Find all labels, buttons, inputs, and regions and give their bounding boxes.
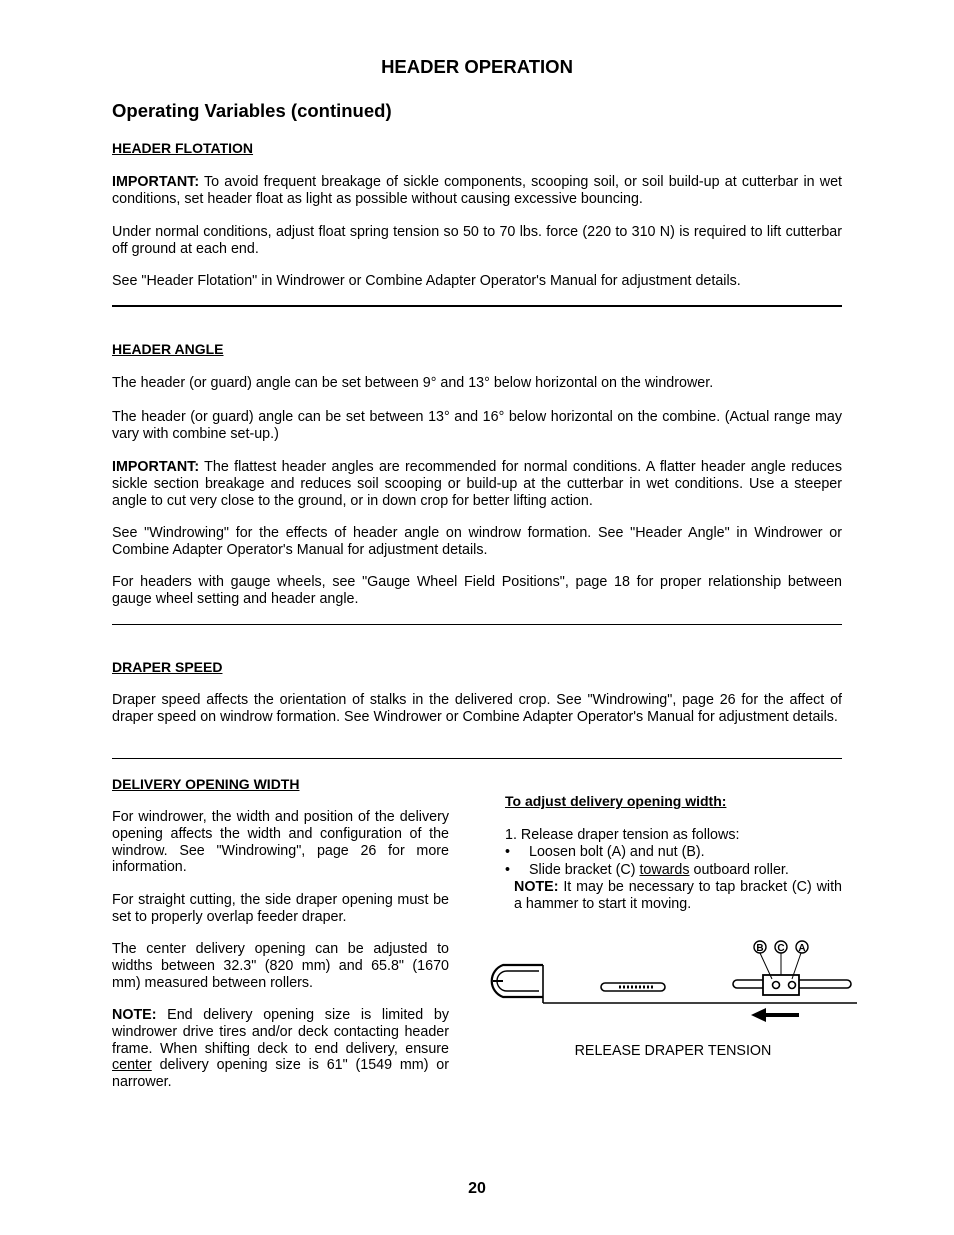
flotation-tension-paragraph: Under normal conditions, adjust float spring tension so 50 to 70 lbs. force (220 to 310 N) is required to lift cutterbar off ground at each end.: [112, 224, 842, 257]
angle-gauge-wheel-paragraph: For headers with gauge wheels, see "Gauge Wheel Field Positions", page 18 for proper relationship between gauge wheel setting and header angle.: [112, 574, 842, 607]
note-text: It may be necessary to tap bracket (C) with a hammer to start it moving.: [514, 879, 842, 912]
angle-important-text: The flattest header angles are recommended for normal conditions. A flatter header angle reduces sickle section breakage and reduces soil scooping or build-up at the cutterbar in wet conditions. Use a steeper angle to cut very close to the ground, or in down crop for better lifting action.: [112, 459, 842, 509]
delivery-windrower-paragraph: For windrower, the width and position of the delivery opening affects the width and configuration of the windrow. See "Windrowing", page 26 for more information.: [112, 809, 449, 876]
bullet: •: [505, 862, 511, 878]
delivery-heading: DELIVERY OPENING WIDTH: [112, 776, 300, 792]
delivery-center-paragraph: The center delivery opening can be adjusted to widths between 32.3" (820 mm) and 65.8" (1670 mm) measured between rollers.: [112, 941, 449, 991]
draper-tension-illustration: [483, 935, 863, 1035]
draper-speed-paragraph: Draper speed affects the orientation of stalks in the delivered crop. See "Windrowing", page 26 for the affect of draper speed on windrow formation. See Windrower or Combine Adapter Operator's Manual for adjustment details.: [112, 692, 842, 725]
angle-combine-paragraph: The header (or guard) angle can be set between 13° and 16° below horizontal on the combine. (Actual range may vary with combine set-up.): [112, 409, 842, 442]
bullet-text: Slide bracket (C): [529, 862, 640, 878]
page-number: 20: [468, 1180, 486, 1197]
angle-windrower-paragraph: The header (or guard) angle can be set between 9° and 13° below horizontal on the windrower.: [112, 375, 714, 391]
figure-caption: RELEASE DRAPER TENSION: [574, 1043, 772, 1059]
flotation-important-text: To avoid frequent breakage of sickle components, scooping soil, or soil build-up at cutterbar in wet conditions, set header float as light as possible without causing excessive bouncing.: [112, 174, 842, 207]
section-divider: [112, 305, 842, 307]
section-divider: [112, 758, 842, 759]
direction-arrow-icon: [751, 1008, 799, 1022]
flotation-reference-paragraph: See "Header Flotation" in Windrower or Combine Adapter Operator's Manual for adjustment details.: [112, 273, 741, 289]
flotation-heading: HEADER FLOTATION: [112, 140, 254, 156]
adjust-note: [514, 879, 842, 913]
step-bullet-2: [505, 862, 789, 879]
bracket-c: [763, 975, 799, 995]
step-bullet-1: [505, 844, 705, 861]
left-roller-inner: [497, 971, 539, 991]
callout-b-label: B: [756, 943, 764, 954]
delivery-straight-cut-paragraph: For straight cutting, the side draper opening must be set to properly overlap feeder draper.: [112, 892, 449, 925]
adjust-heading: To adjust delivery opening width:: [505, 793, 727, 809]
callout-c-label: C: [777, 943, 785, 954]
important-label: IMPORTANT:: [112, 459, 200, 475]
note-text: End delivery opening size is limited by windrower drive tires and/or deck contacting header frame. When shifting deck to end delivery, ensure: [112, 1007, 449, 1057]
angle-important-paragraph: [112, 459, 842, 509]
note-label: NOTE:: [112, 1007, 157, 1023]
callout-a-label: A: [798, 943, 806, 954]
important-label: IMPORTANT:: [112, 174, 200, 190]
angle-heading: HEADER ANGLE: [112, 341, 224, 357]
section-subtitle: Operating Variables (continued): [112, 100, 392, 121]
delivery-note-paragraph: [112, 1007, 449, 1091]
step-1: 1. Release draper tension as follows:: [505, 827, 740, 843]
bullet-text: outboard roller.: [689, 862, 789, 878]
note-underlined-word: center: [112, 1057, 152, 1074]
note-text: delivery opening size is 61" (1549 mm) or narrower.: [112, 1057, 449, 1091]
bullet-text: Loosen bolt (A) and nut (B).: [529, 844, 705, 860]
angle-windrowing-paragraph: See "Windrowing" for the effects of header angle on windrow formation. See "Header Angle" in Windrower or Combine Adapter Operator's Manual for adjustment details.: [112, 525, 842, 558]
bullet: •: [505, 844, 511, 860]
bullet-underlined-word: towards: [639, 862, 690, 878]
page-title: HEADER OPERATION: [381, 56, 573, 77]
section-divider: [112, 624, 842, 625]
draper-heading: DRAPER SPEED: [112, 659, 223, 675]
flotation-important-paragraph: [112, 174, 842, 208]
note-label: NOTE:: [514, 879, 559, 895]
